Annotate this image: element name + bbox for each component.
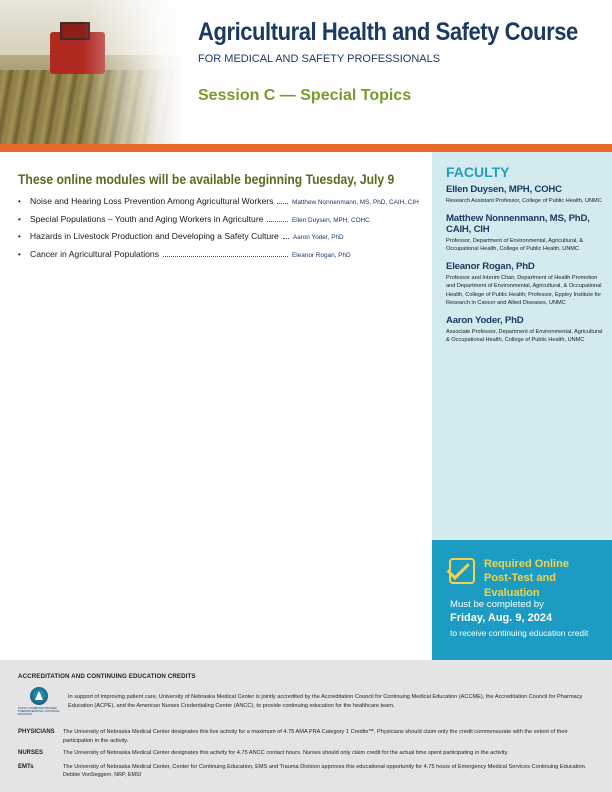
module-list	[18, 196, 423, 266]
emts-row	[18, 763, 598, 772]
module-item	[18, 196, 423, 214]
faculty-member	[446, 261, 606, 306]
bullet-icon: •	[18, 214, 21, 224]
physicians-label: PHYSICIANS	[18, 729, 55, 735]
faculty-title: Associate Professor, Department of Environmental, Agricultural & Occupational Health, College of Public Health, UNMC	[446, 328, 603, 343]
module-item	[18, 249, 423, 267]
module-item	[18, 214, 423, 232]
physicians-text: The University of Nebraska Medical Center designates this live activity for a maximum of 4.75 AMA PRA Category 1 Credits™. Physicians should claim only the credit commensurate with the extent of their participation in the activity.	[63, 729, 568, 744]
dot-leader	[283, 231, 289, 239]
module-presenter: Matthew Nonnenmann, MS, PhD, CAIH, CIH	[292, 199, 419, 206]
module-presenter: Eleanor Rogan, PhD	[292, 251, 351, 259]
module-item	[18, 231, 423, 249]
accreditation-heading: ACCREDITATION AND CONTINUING EDUCATION CREDITS	[18, 673, 196, 680]
posttest-label	[484, 557, 609, 600]
accreditation-footer	[0, 660, 612, 792]
logo-caption: JOINTLY ACCREDITED PROVIDER INTERPROFESSIONAL CONTINUING EDUCATION	[18, 707, 60, 716]
posttest-complete-by: Must be completed by	[450, 599, 544, 610]
emts-label: EMTs	[18, 764, 34, 770]
module-title: Noise and Hearing Loss Prevention Among Agricultural Workers	[30, 196, 274, 206]
faculty-member	[446, 184, 606, 205]
hero-fade-overlay	[0, 0, 185, 145]
faculty-name: Matthew Nonnenmann, MS, PhD, CAIH, CIH	[446, 213, 590, 236]
bullet-icon: •	[18, 232, 21, 241]
faculty-heading: FACULTY	[446, 164, 510, 180]
faculty-member	[446, 315, 606, 344]
page-title: Agricultural Health and Safety Course	[198, 18, 578, 46]
joint-accreditation-text: In support of improving patient care, University of Nebraska Medical Center is jointly accredited by the Accreditation Council for Continuing Medical Education (ACCME), the Accreditation Council for Pharmacy Education (ACPE), and the American Nurses Credentialing Center (ANCC), to provide continuing education for the healthcare team.	[68, 694, 583, 709]
faculty-title: Professor and Interim Chair, Department of Health Promotion and Department of Environmental, Agricultural, & Occupational Health, College of Public Health; Professor, Eppley Institute for Research in Cancer and Allied Diseases, UNMC	[446, 275, 602, 306]
module-presenter: Aaron Yoder, PhD	[292, 234, 344, 241]
orange-divider	[0, 144, 612, 152]
page-subtitle: FOR MEDICAL AND SAFETY PROFESSIONALS	[198, 53, 441, 65]
posttest-label-line1: Required Online	[484, 558, 569, 570]
faculty-name: Eleanor Rogan, PhD	[446, 261, 535, 273]
accreditation-signature: Debbie VonSeggern, NRP, EMSI	[63, 772, 142, 778]
posttest-credit-note: to receive continuing education credit	[450, 628, 589, 638]
faculty-name: Ellen Duysen, MPH, COHC	[446, 184, 562, 195]
session-heading: Session C — Special Topics	[198, 87, 412, 104]
dot-leader	[277, 196, 288, 204]
bullet-icon: •	[18, 197, 21, 206]
modules-heading: These online modules will be available beginning Tuesday, July 9	[18, 172, 395, 187]
bullet-icon: •	[18, 249, 21, 259]
nurses-text: The University of Nebraska Medical Center designates this activity for 4.75 ANCC contact hours. Nurses should only claim credit for the actual time spent participating in the activity.	[63, 750, 509, 756]
faculty-title: Professor, Department of Environmental, Agricultural, & Occupational Health, College of Public Health, UNMC	[446, 238, 584, 253]
faculty-member	[446, 213, 606, 253]
module-title: Special Populations – Youth and Aging Workers in Agriculture	[30, 213, 264, 224]
faculty-name: Aaron Yoder, PhD	[446, 314, 524, 326]
module-presenter: Ellen Duysen, MPH, COHC	[292, 216, 370, 224]
hero-photo-tractor	[0, 0, 185, 145]
nurses-label: NURSES	[18, 750, 44, 756]
posttest-label-line2: Post-Test and Evaluation	[484, 572, 556, 599]
jointly-accredited-logo-icon	[30, 687, 48, 705]
dot-leader	[163, 249, 288, 257]
module-title: Cancer in Agricultural Populations	[30, 248, 159, 259]
faculty-list	[446, 184, 606, 352]
checkbox-check-icon	[449, 558, 475, 584]
faculty-sidebar	[432, 152, 612, 540]
module-title: Hazards in Livestock Production and Developing a Safety Culture	[29, 231, 279, 241]
physicians-row	[18, 728, 598, 745]
emts-text: The University of Nebraska Medical Center, Center for Continuing Education, EMS and Trauma Division approves this educational opportunity for 4.75 hours of Emergency Medical Services Continuing Education.	[63, 764, 587, 770]
nurses-row	[18, 749, 598, 758]
posttest-date: Friday, Aug. 9, 2024	[450, 612, 553, 624]
posttest-box	[432, 540, 612, 660]
dot-leader	[267, 214, 288, 222]
faculty-title: Research Assistant Professor, College of Public Health, UNMC	[446, 198, 602, 204]
